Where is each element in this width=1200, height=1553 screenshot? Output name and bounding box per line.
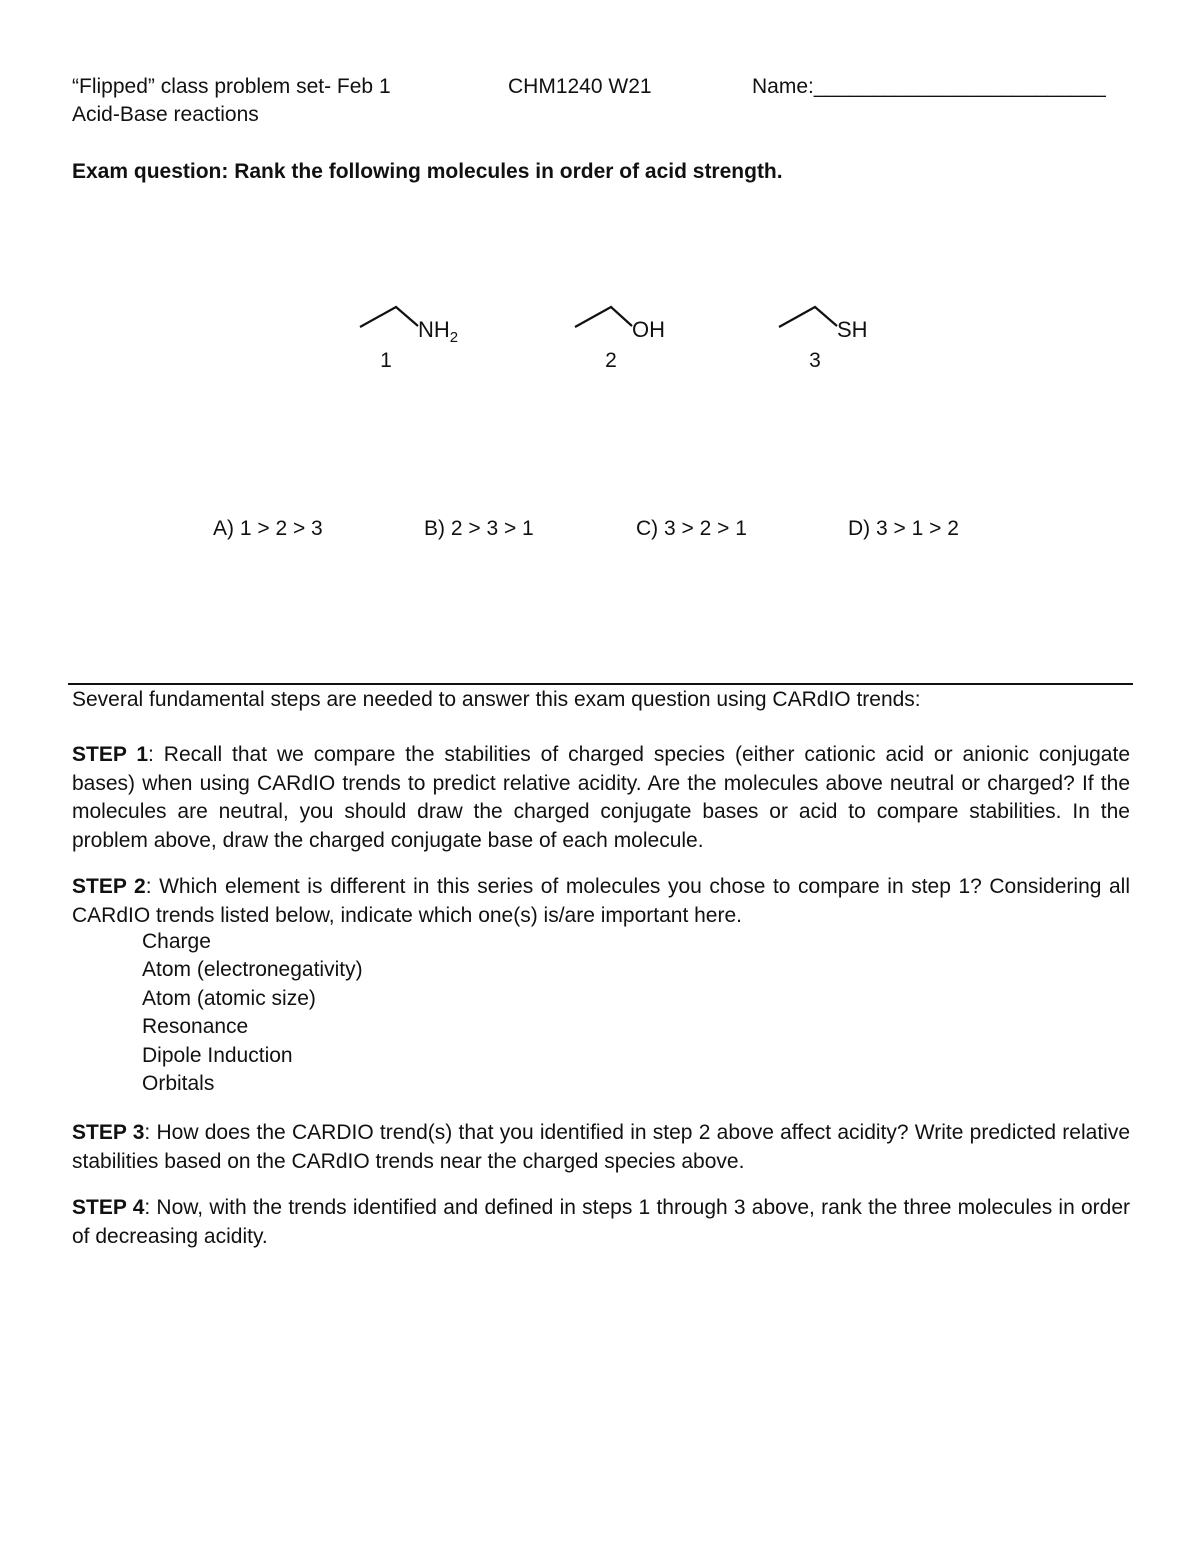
molecule-1 xyxy=(360,307,458,372)
molecule-1-group: NH xyxy=(418,317,450,342)
svg-text:NH2 xyxy=(418,317,458,346)
step-1-label: STEP 1 xyxy=(72,743,149,766)
molecule-1-number: 1 xyxy=(380,349,392,372)
molecule-3-group: SH xyxy=(837,317,868,342)
exam-question: Exam question: Rank the following molecules in order of acid strength. xyxy=(72,160,783,183)
trend-item-atomic-size: Atom (atomic size) xyxy=(142,987,316,1010)
trend-item-charge: Charge xyxy=(142,930,211,953)
molecule-structures xyxy=(340,290,900,380)
molecule-3 xyxy=(779,307,868,372)
trend-item-dipole-induction: Dipole Induction xyxy=(142,1044,293,1067)
step-4 xyxy=(72,1194,1130,1251)
step-2-label: STEP 2 xyxy=(72,875,146,898)
step-2-text: : Which element is different in this series of molecules you chose to compare in step 1? Considering all CARdIO trends listed below, indicate which one(s) is/are important here. xyxy=(72,875,1130,927)
step-1 xyxy=(72,741,1130,855)
header-title: “Flipped” class problem set- Feb 1 xyxy=(72,75,391,98)
molecule-1-subscript: 2 xyxy=(449,329,459,346)
step-4-label: STEP 4 xyxy=(72,1196,145,1219)
trend-item-resonance: Resonance xyxy=(142,1015,249,1038)
step-4-text: : Now, with the trends identified and defined in steps 1 through 3 above, rank the three molecules in order of decreasing acidity. xyxy=(72,1196,1131,1248)
molecule-2-number: 2 xyxy=(605,349,617,372)
section-divider xyxy=(68,683,1133,685)
trend-item-electronegativity: Atom (electronegativity) xyxy=(142,958,363,981)
step-2 xyxy=(72,873,1130,930)
step-3-text: : How does the CARDIO trend(s) that you identified in step 2 above affect acidity? Write predicted relative stabilities based on the CARdIO trends near the charged species above. xyxy=(72,1121,1130,1173)
course-code: CHM1240 W21 xyxy=(508,75,652,98)
step-1-text: : Recall that we compare the stabilities of charged species (either cationic acid or anionic conjugate bases) when using CARdIO trends to predict relative acidity. Are the molecules above neutral or charged? If the molecules are neutral, you should draw the charged conjugate bases or acid to compare stabilities. In the problem above, draw the charged conjugate base of each molecule. xyxy=(72,743,1130,852)
molecule-3-number: 3 xyxy=(809,349,821,372)
option-c: C) 3 > 2 > 1 xyxy=(636,517,747,540)
step-3 xyxy=(72,1119,1130,1176)
trend-item-orbitals: Orbitals xyxy=(142,1072,215,1095)
molecule-2 xyxy=(575,307,665,372)
steps-intro: Several fundamental steps are needed to answer this exam question using CARdIO trends: xyxy=(72,688,921,711)
option-b: B) 2 > 3 > 1 xyxy=(424,517,534,540)
header-subtitle: Acid-Base reactions xyxy=(72,103,259,126)
option-d: D) 3 > 1 > 2 xyxy=(848,517,959,540)
step-3-label: STEP 3 xyxy=(72,1121,145,1144)
name-field: Name:_________________________ xyxy=(752,75,1106,98)
option-a: A) 1 > 2 > 3 xyxy=(213,517,323,540)
molecule-2-group: OH xyxy=(632,317,665,342)
